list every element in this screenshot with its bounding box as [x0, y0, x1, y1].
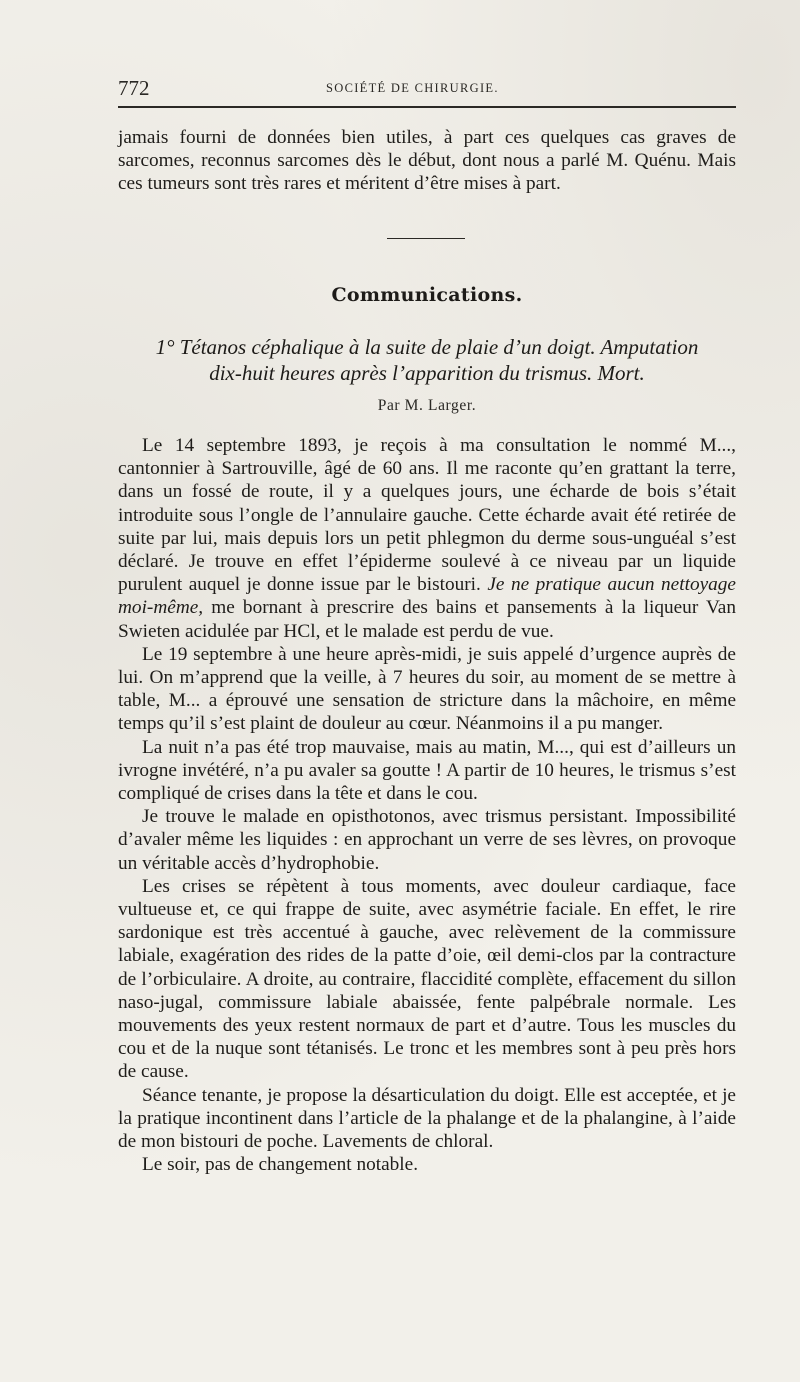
running-head: SOCIÉTÉ DE CHIRURGIE.: [326, 81, 499, 95]
paragraph-1-end: me bornant à prescrire des bains et pansements à la liqueur Van Swieten acidulée par HCl, et le malade est perdu de vue.: [118, 597, 736, 642]
paragraph-7: Le soir, pas de changement notable.: [142, 1154, 419, 1176]
paragraph-5: Les crises se répètent à tous moments, avec douleur cardiaque, face vultueuse et, ce qui frappe de suite, avec asymétrie faciale. En effet, le rire sardonique est très accentué à gauche, avec relèvement de la commissure labiale, exagération des rides de la patte d’oie, œil demi-clos par la contracture de l’orbiculaire. A droite, au contraire, flaccidité complète, effacement du sillon naso-jugal, commissure labiale abaissée, fente palpébrale normale. Les mouvements des yeux restent normaux de part et d’autre. Tous les muscles du cou et de la nuque sont tétanisés. Le tronc et les membres sont à peu près hors de cause.: [118, 875, 736, 1083]
separator-rule: [387, 238, 465, 239]
intro-text: jamais fourni de données bien utiles, à part ces quelques cas graves de sarcomes, reconnus sarcomes dès le début, dont nous a parlé M. Quénu. Mais ces tumeurs sont très rares et méritent d’être mises à part.: [118, 127, 736, 195]
paragraph-3: La nuit n’a pas été trop mauvaise, mais au matin, M..., qui est d’ailleurs un ivrogne invétéré, n’a pu avaler sa goutte ! A partir de 10 heures, le trismus s’est compliqué de crises dans la tête et dans le cou.: [118, 736, 736, 805]
paragraph-2: Le 19 septembre à une heure après-midi, je suis appelé d’urgence auprès de lui. On m’apprend que la veille, à 7 heures du soir, au moment de se mettre à table, M... a éprouvé une sensation de stricture dans la mâchoire, en même temps qu’il s’est plaint de douleur au cœur. Néanmoins il a pu manger.: [118, 643, 736, 735]
intro-paragraph: [118, 126, 736, 196]
paragraph-1-text: Le 14 septembre 1893, je reçois à ma consultation le nommé M..., cantonnier à Sartrouville, âgé de 60 ans. Il me raconte qu’en grattant la terre, dans un fossé de route, il y a quelques jours, une écharde de bois s’était introduite sous l’ongle de l’annulaire gauche. Cette écharde avait été retirée de suite par lui, mais depuis lors un petit phlegmon du derme sous-unguéal s’est déclaré. Je trouve en effet l’épiderme soulevé à ce niveau par un liquide purulent auquel je donne issue par le bistouri.: [118, 435, 736, 596]
page-number: 772: [118, 76, 150, 100]
article-body: [118, 434, 736, 1177]
article-byline: Par M. Larger.: [377, 397, 477, 414]
paragraph-4: Je trouve le malade en opisthotonos, avec trismus persistant. Impossibilité d’avaler même les liquides : en approchant un verre de ses lèvres, on provoque un véritable accès d’hydrophobie.: [118, 806, 736, 874]
paragraph-1-italic: Je ne pratique aucun nettoyage moi-même,: [118, 574, 736, 619]
paragraph-1: [118, 434, 736, 643]
header-rule: [118, 106, 736, 108]
article-title-line-1: 1° Tétanos céphalique à la suite de plaie d’un doigt. Amputation: [155, 335, 699, 359]
paragraph-6: Séance tenante, je propose la désarticulation du doigt. Elle est acceptée, et je la pratique incontinent dans l’article de la phalange et de la phalangine, à l’aide de mon bistouri de poche. Lavements de chloral.: [118, 1084, 736, 1153]
section-heading: Communications.: [331, 284, 523, 306]
article-title: [118, 334, 736, 386]
page-header: [118, 72, 736, 102]
article-title-line-2: dix-huit heures après l’apparition du trismus. Mort.: [209, 361, 645, 385]
